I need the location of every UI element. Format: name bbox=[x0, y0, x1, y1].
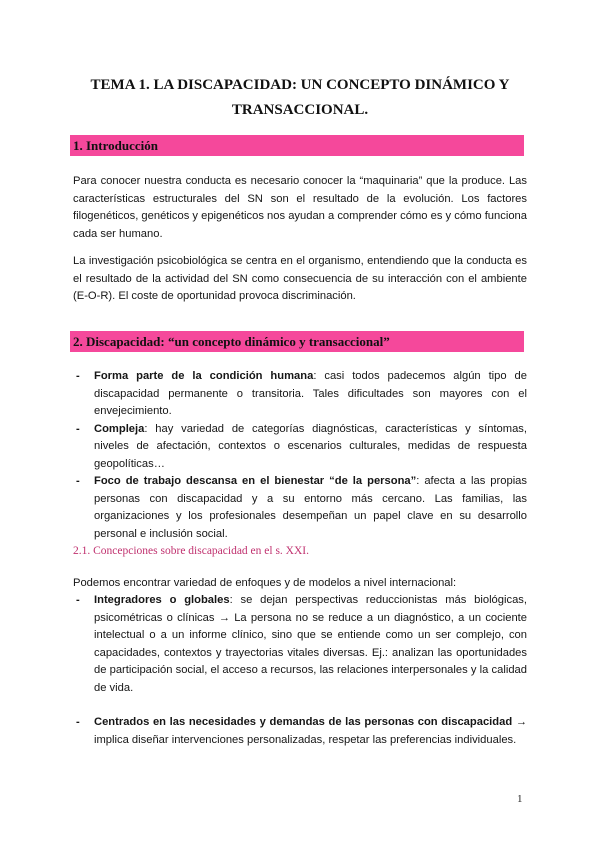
bullet-text: → implica diseñar intervenciones personalizadas, respetar las preferencias individuales. bbox=[94, 716, 527, 746]
bullet-mark: - bbox=[76, 475, 80, 487]
bullet-mark: - bbox=[76, 370, 80, 382]
subsection-2-1-heading: 2.1. Concepciones sobre discapacidad en el s. XXI. bbox=[73, 545, 309, 557]
bullet-term: Foco de trabajo descansa en el bienestar “de la persona” bbox=[94, 475, 417, 487]
list-item bbox=[73, 368, 527, 421]
document-title-line-1: TEMA 1. LA DISCAPACIDAD: UN CONCEPTO DINÁMICO Y bbox=[90, 77, 510, 93]
bullet-mark: - bbox=[76, 716, 80, 728]
bullet-term: Centrados en las necesidades y demandas de las personas con discapacidad bbox=[94, 716, 513, 728]
subsection-2-1-intro: Podemos encontrar variedad de enfoques y de modelos a nivel internacional: bbox=[73, 577, 457, 589]
section-2-heading: 2. Discapacidad: “un concepto dinámico y transaccional” bbox=[70, 331, 524, 352]
section-1-paragraph-2: La investigación psicobiológica se centra en el organismo, entendiendo que la conducta es el resultado de la actividad del SN como consecuencia de su interacción con el ambiente (E-O-R). El coste de oportunidad provoca discriminación. bbox=[73, 255, 527, 302]
page-number: 1 bbox=[517, 793, 523, 805]
bullet-mark: - bbox=[76, 422, 80, 435]
list-item bbox=[73, 714, 527, 749]
bullet-text: : afecta a las propias personas con discapacidad y a su entorno más cercano. Las familias, las organizaciones y los profesionales desempeñan un papel clave en su desarrollo personal e inclusión social. bbox=[94, 475, 528, 540]
bullet-text: : se dejan perspectivas reduccionistas más biológicas, psicométricas o clínicas → La persona no se reduce a un diagnóstico, a un cociente intelectual o a un informe clínico, sino que se entiende como un ser complejo, con capacidades, contextos y trayectorias vitales diversas. Ej.: analizan las oportunidades de participación social, el acceso a recursos, las relaciones interpersonales y la calidad de vida. bbox=[94, 594, 528, 694]
list-item bbox=[73, 592, 527, 697]
section-2-bullet-list bbox=[73, 368, 527, 543]
bullet-text: : hay variedad de categorías diagnósticas, características y síntomas, niveles de afectación, contextos o escenarios culturales, medidas de respuesta geopolíticas… bbox=[94, 422, 527, 470]
section-1-paragraph-1: Para conocer nuestra conducta es necesario conocer la “maquinaria” que la produce. Las características estructurales del SN son el resultado de la evolución. Los factores filogenéticos, genéticos y epigenéticos nos ayudan a comprender cómo es y cómo funciona cada ser humano. bbox=[73, 175, 527, 240]
bullet-term: Integradores o globales bbox=[94, 594, 230, 606]
section-1-heading: 1. Introducción bbox=[70, 135, 524, 156]
subsection-2-1-bullet-list bbox=[73, 592, 527, 749]
bullet-term: Forma parte de la condición humana bbox=[94, 370, 314, 382]
list-item bbox=[73, 421, 527, 474]
list-item bbox=[73, 473, 527, 543]
bullet-term: Compleja bbox=[94, 422, 145, 435]
bullet-text: : casi todos padecemos algún tipo de discapacidad permanente o transitoria. Tales dificultades son mayores con el envejecimiento. bbox=[94, 370, 527, 417]
document-title-line-2: TRANSACCIONAL. bbox=[231, 102, 369, 118]
bullet-mark: - bbox=[76, 594, 80, 606]
